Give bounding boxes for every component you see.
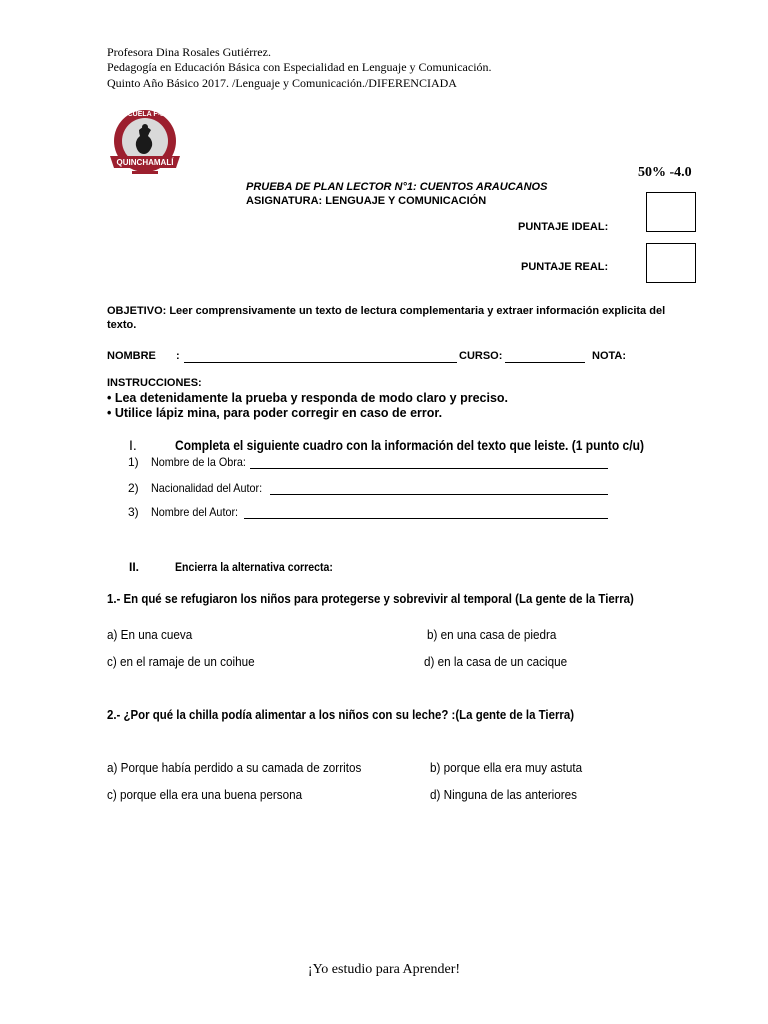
grade-scale-note: 50% -4.0 xyxy=(638,165,692,180)
teacher-name: Profesora Dina Rosales Gutiérrez. xyxy=(107,45,271,59)
ideal-score-box[interactable] xyxy=(646,192,696,232)
question-2-option-b[interactable]: b) porque ella era muy astuta xyxy=(430,760,583,775)
objective-line-1: OBJETIVO: Leer comprensivamente un texto de lectura complementaria y extraer información explicita del xyxy=(107,305,666,317)
item-1-number: 1) xyxy=(128,455,139,469)
question-2-text: 2.- ¿Por qué la chilla podía alimentar a los niños con su leche? :(La gente de la Tierra) xyxy=(107,707,575,722)
question-2-option-d[interactable]: d) Ninguna de las anteriores xyxy=(430,787,577,802)
test-subject: ASIGNATURA: LENGUAJE Y COMUNICACIÓN xyxy=(246,195,487,207)
item-2-label: Nacionalidad del Autor: xyxy=(151,481,263,495)
section-2-numeral: II. xyxy=(129,560,140,574)
course-field[interactable] xyxy=(505,350,585,363)
name-colon: : xyxy=(176,350,180,362)
logo-banner-text: QUINCHAMALÍ xyxy=(116,158,174,167)
question-2-option-a[interactable]: a) Porque había perdido a su camada de zorritos xyxy=(107,760,362,775)
test-title: PRUEBA DE PLAN LECTOR N°1: CUENTOS ARAUCANOS xyxy=(246,181,548,193)
real-score-label: PUNTAJE REAL: xyxy=(521,261,609,273)
item-3-answer-line[interactable] xyxy=(244,505,608,519)
item-1-answer-line[interactable] xyxy=(250,455,608,469)
item-1-label: Nombre de la Obra: xyxy=(151,455,246,469)
ideal-score-label: PUNTAJE IDEAL: xyxy=(518,221,609,233)
section-2-title: Encierra la alternativa correcta: xyxy=(175,560,333,574)
item-3-number: 3) xyxy=(128,505,139,519)
name-label: NOMBRE xyxy=(107,350,156,362)
question-1-option-d[interactable]: d) en la casa de un cacique xyxy=(424,654,568,669)
item-2-number: 2) xyxy=(128,481,139,495)
question-1-text: 1.- En qué se refugiaron los niños para protegerse y sobrevivir al temporal (La gente de la Tierra) xyxy=(107,591,634,606)
course-label: CURSO: xyxy=(459,350,503,362)
item-3-label: Nombre del Autor: xyxy=(151,505,239,519)
real-score-box[interactable] xyxy=(646,243,696,283)
section-1-title: Completa el siguiente cuadro con la información del texto que leiste. (1 punto c/u) xyxy=(175,437,644,453)
logo-top-text: ESCUELA F-839 xyxy=(118,111,172,118)
grade-label: NOTA: xyxy=(592,350,627,362)
instruction-2: • Utilice lápiz mina, para poder corregir en caso de error. xyxy=(107,406,443,420)
objective-line-2: texto. xyxy=(107,319,137,331)
course-info: Quinto Año Básico 2017. /Lenguaje y Comunicación./DIFERENCIADA xyxy=(107,76,457,90)
name-field[interactable] xyxy=(184,350,457,363)
teacher-degree: Pedagogía en Educación Básica con Especialidad en Lenguaje y Comunicación. xyxy=(107,60,492,74)
school-logo xyxy=(104,108,186,186)
question-1-option-b[interactable]: b) en una casa de piedra xyxy=(427,627,557,642)
item-2-answer-line[interactable] xyxy=(270,481,608,495)
question-1-option-c[interactable]: c) en el ramaje de un coihue xyxy=(107,654,255,669)
instruction-1: • Lea detenidamente la prueba y responda de modo claro y preciso. xyxy=(107,391,509,405)
section-1-numeral: I. xyxy=(129,437,137,453)
instructions-heading: INSTRUCCIONES: xyxy=(107,377,202,389)
question-1-option-a[interactable]: a) En una cueva xyxy=(107,627,193,642)
footer-motto: ¡Yo estudio para Aprender! xyxy=(307,962,461,977)
question-2-option-c[interactable]: c) porque ella era una buena persona xyxy=(107,787,303,802)
